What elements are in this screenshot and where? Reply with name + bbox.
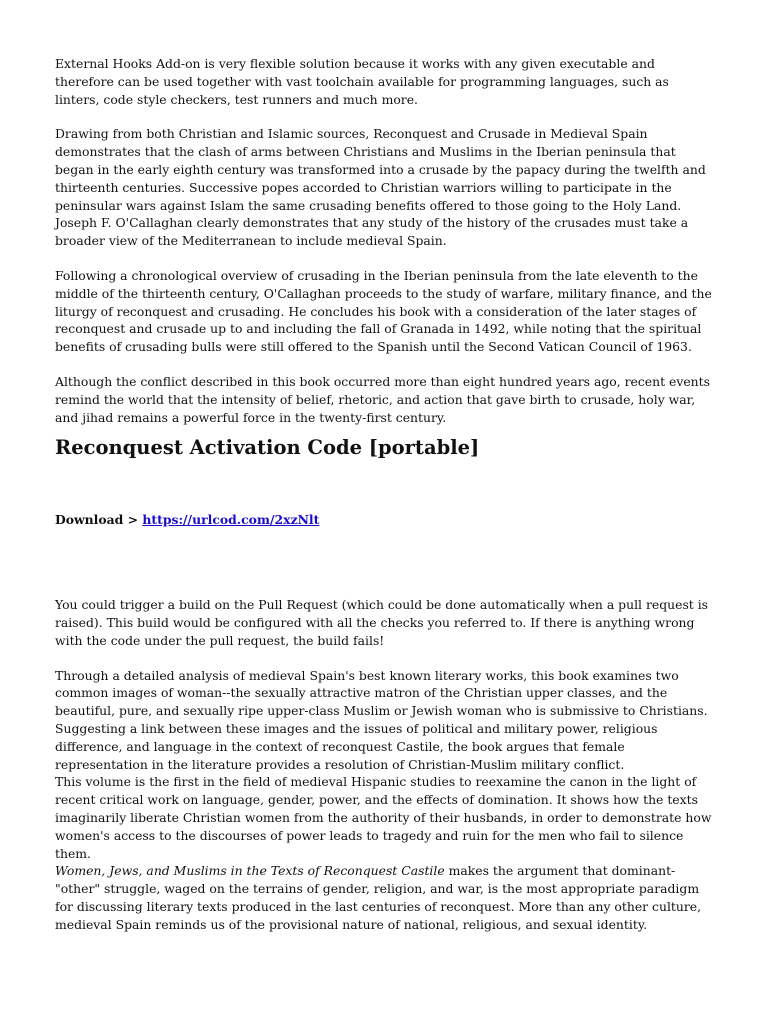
download-label: Download > (55, 512, 143, 528)
paragraph-external-hooks: External Hooks Add-on is very flexible solution because it works with any given executable and therefore can be used together with vast toolchain available for programming languages, such as linters, code style checkers, test runners and much more. (55, 56, 669, 107)
paragraph-pull-request: You could trigger a build on the Pull Request (which could be done automatically when a pull request is raised). This build would be configured with all the checks you referred to. If there is anything wrong with the code under the pull request, the build fails! (55, 597, 709, 648)
paragraph-chronological-overview: Following a chronological overview of crusading in the Iberian peninsula from the late eleventh to the middle of the thirteenth century, O'Callaghan proceeds to the study of warfare, military finance, and the liturgy of reconquest and crusading. He concludes his book with a consideration of the later stages of reconquest and crusade up to and including the fall of Granada in 1492, while noting that the spiritual benefits of crusading bulls were still offered to the Spanish until the Second Vatican Council of 1963. (55, 267, 712, 355)
book-title: Women, Jews, and Muslims in the Texts of Reconquest Castile (55, 863, 445, 879)
paragraph-conflict: Although the conflict described in this book occurred more than eight hundred years ago, recent events remind the world that the intensity of belief, rhetoric, and action that gave birth to crusade, holy war, and jihad remains a powerful force in the twenty-first century. (55, 373, 711, 425)
download-line (55, 511, 715, 529)
paragraph-literary-analysis: Through a detailed analysis of medieval Spain's best known literary works, this book examines two common images of woman--the sexually attractive matron of the Christian upper classes, and the beautiful, pure, and sexually ripe upper-class Muslim or Jewish woman who is submissive to Christians. Suggesting a link between these images and the issues of political and military power, religious difference, and language in the context of reconquest Castile, the book argues that female representation in the literature provides a resolution of Christian-Muslim military conflict. (55, 667, 708, 772)
page-heading: Reconquest Activation Code [portable] (55, 436, 480, 460)
paragraph-volume: This volume is the first in the field of medieval Hispanic studies to reexamine the canon in the light of recent critical work on language, gender, power, and the effects of domination. It shows how the texts imaginarily liberate Christian women from the authority of their husbands, in order to demonstrate how women's access to the discourses of power leads to tragedy and ruin for the men who fail to silence them. (55, 774, 712, 861)
document-page (55, 55, 715, 933)
paragraph-reconquest-crusade: Drawing from both Christian and Islamic sources, Reconquest and Crusade in Medieval Spain demonstrates that the clash of arms between Christians and Muslims in the Iberian peninsula that began in the early eighth century was transformed into a crusade by the papacy during the twelfth and thirteenth centuries. Successive popes accorded to Christian warriors willing to participate in the peninsular wars against Islam the same crusading benefits offered to those going to the Holy Land. Joseph F. O'Callaghan clearly demonstrates that any study of the history of the crusades must take a broader view of the Mediterranean to include medieval Spain. (55, 126, 706, 249)
download-link[interactable]: https://urlcod.com/2xzNlt (142, 512, 320, 528)
paragraph-book-argument (55, 862, 715, 933)
book-argument-text: makes the argument that dominant-"other" struggle, waged on the terrains of gender, religion, and war, is the most appropriate paradigm for discussing literary texts produced in the last centuries of reconquest. More than any other culture, medieval Spain reminds us of the provisional nature of national, religious, and sexual identity. (55, 863, 702, 932)
